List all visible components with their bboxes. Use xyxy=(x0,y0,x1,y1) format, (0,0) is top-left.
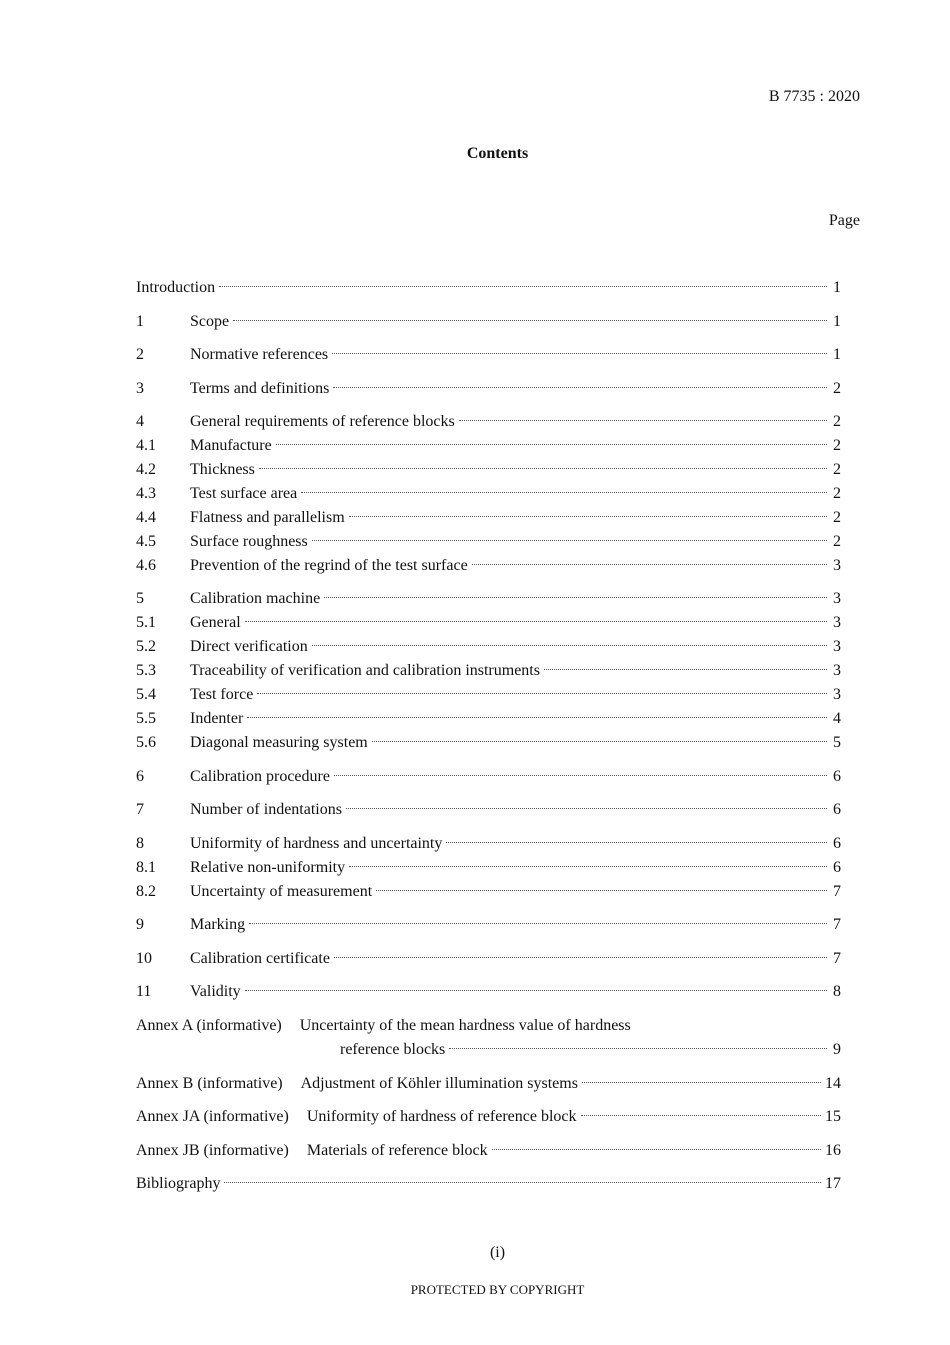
toc-number: 5.2 xyxy=(136,638,156,655)
toc-entry[interactable] xyxy=(136,731,841,755)
toc-page: 15 xyxy=(825,1108,841,1125)
toc-entry[interactable] xyxy=(136,980,841,1004)
toc-label: Manufacture xyxy=(190,437,272,454)
toc-number: 8.2 xyxy=(136,883,156,900)
toc-label: Number of indentations xyxy=(190,801,342,818)
page-column-header: Page xyxy=(828,212,860,229)
toc-page: 6 xyxy=(833,768,841,785)
toc-label: Uncertainty of the mean hardness value of hardness xyxy=(299,1017,631,1034)
toc-label: Thickness xyxy=(190,461,255,478)
leader-dots xyxy=(332,353,827,354)
toc-label: Normative references xyxy=(190,346,329,363)
toc-number: 5.6 xyxy=(136,734,156,751)
toc-label: Indenter xyxy=(190,710,244,727)
toc-entry[interactable] xyxy=(136,707,841,731)
toc-label: Calibration certificate xyxy=(190,950,330,967)
toc-label: Introduction xyxy=(136,279,216,296)
leader-dots xyxy=(492,1149,821,1150)
document-id: B 7735 : 2020 xyxy=(768,88,860,105)
toc-entry[interactable] xyxy=(136,276,841,300)
toc-label: Relative non-uniformity xyxy=(190,859,346,876)
leader-dots xyxy=(544,669,827,670)
toc-entry[interactable] xyxy=(136,798,841,822)
toc-page: 7 xyxy=(833,883,841,900)
toc-number: 7 xyxy=(136,801,144,818)
toc-label: Calibration machine xyxy=(190,590,321,607)
toc-number: 3 xyxy=(136,380,144,397)
toc-page: 9 xyxy=(833,1041,841,1058)
toc-number: 5 xyxy=(136,590,144,607)
toc-number: 10 xyxy=(136,950,152,967)
toc-number: 6 xyxy=(136,768,144,785)
page-title: Contents xyxy=(466,145,529,162)
toc-label: Test force xyxy=(190,686,254,703)
leader-dots xyxy=(259,468,827,469)
toc-page: 2 xyxy=(833,509,841,526)
leader-dots xyxy=(245,990,827,991)
leader-dots xyxy=(247,717,827,718)
leader-dots xyxy=(257,693,827,694)
leader-dots xyxy=(459,420,827,421)
toc-entry[interactable] xyxy=(136,310,841,334)
toc-page: 1 xyxy=(833,279,841,296)
toc-entry[interactable] xyxy=(136,659,841,683)
toc-number: 4.4 xyxy=(136,509,156,526)
toc-label: reference blocks xyxy=(340,1041,446,1058)
leader-dots xyxy=(334,775,827,776)
leader-dots xyxy=(333,387,827,388)
toc-entry[interactable] xyxy=(136,635,841,659)
toc-page: 1 xyxy=(833,313,841,330)
leader-dots xyxy=(472,564,827,565)
toc-entry[interactable] xyxy=(136,856,841,880)
toc-number: 1 xyxy=(136,313,144,330)
toc-annex-entry[interactable] xyxy=(136,1072,841,1096)
toc-number: 11 xyxy=(136,983,152,1000)
toc-entry[interactable] xyxy=(136,880,841,904)
page-number: (i) xyxy=(489,1244,506,1261)
leader-dots xyxy=(349,516,827,517)
toc-page: 4 xyxy=(833,710,841,727)
toc-label: General xyxy=(190,614,241,631)
leader-dots xyxy=(346,808,827,809)
toc-entry[interactable] xyxy=(136,611,841,635)
leader-dots xyxy=(349,866,827,867)
leader-dots xyxy=(449,1048,827,1049)
leader-dots xyxy=(312,540,827,541)
toc-annex-entry[interactable] xyxy=(136,1105,841,1129)
toc-entry[interactable] xyxy=(136,377,841,401)
toc-annex-entry[interactable] xyxy=(136,1139,841,1163)
toc-label: Validity xyxy=(190,983,241,1000)
leader-dots xyxy=(582,1082,821,1083)
annex-label: Annex JA (informative) xyxy=(136,1108,289,1125)
toc-page: 17 xyxy=(825,1175,841,1192)
leader-dots xyxy=(324,597,827,598)
toc-label: Scope xyxy=(190,313,230,330)
toc-number: 5.5 xyxy=(136,710,156,727)
leader-dots xyxy=(249,923,827,924)
toc-page: 3 xyxy=(833,662,841,679)
toc-page: 7 xyxy=(833,916,841,933)
toc-entry[interactable] xyxy=(136,458,841,482)
toc-page: 7 xyxy=(833,950,841,967)
toc-page: 16 xyxy=(825,1142,841,1159)
toc-number: 5.4 xyxy=(136,686,156,703)
toc-page: 3 xyxy=(833,686,841,703)
toc-page: 2 xyxy=(833,413,841,430)
toc-label: Prevention of the regrind of the test surface xyxy=(190,557,468,574)
toc-entry[interactable] xyxy=(136,410,841,434)
toc-entry[interactable] xyxy=(136,683,841,707)
toc-number: 5.1 xyxy=(136,614,156,631)
toc-page: 6 xyxy=(833,835,841,852)
leader-dots xyxy=(219,286,827,287)
toc-page: 2 xyxy=(833,461,841,478)
toc-number: 4.1 xyxy=(136,437,156,454)
toc-entry[interactable] xyxy=(136,434,841,458)
toc-page: 8 xyxy=(833,983,841,1000)
toc-number: 9 xyxy=(136,916,144,933)
toc-label: Terms and definitions xyxy=(190,380,330,397)
toc-entry[interactable] xyxy=(136,947,841,971)
toc-label: Uncertainty of measurement xyxy=(190,883,373,900)
toc-entry[interactable] xyxy=(136,1172,841,1196)
annex-label: Annex JB (informative) xyxy=(136,1142,289,1159)
leader-dots xyxy=(233,320,827,321)
toc-entry[interactable] xyxy=(136,554,841,578)
copyright-notice: PROTECTED BY COPYRIGHT xyxy=(410,1282,585,1297)
toc-label: Materials of reference block xyxy=(306,1142,488,1159)
leader-dots xyxy=(446,842,827,843)
toc-number: 5.3 xyxy=(136,662,156,679)
toc-number: 8.1 xyxy=(136,859,156,876)
toc-number: 4 xyxy=(136,413,144,430)
toc-page: 3 xyxy=(833,614,841,631)
toc-number: 8 xyxy=(136,835,144,852)
toc-entry[interactable] xyxy=(136,506,841,530)
leader-dots xyxy=(312,645,827,646)
toc-label: Marking xyxy=(190,916,246,933)
toc-number: 4.5 xyxy=(136,533,156,550)
leader-dots xyxy=(334,957,827,958)
leader-dots xyxy=(224,1182,821,1183)
toc-label: Traceability of verification and calibration instruments xyxy=(190,662,540,679)
toc-number: 2 xyxy=(136,346,144,363)
toc-label: General requirements of reference blocks xyxy=(190,413,455,430)
toc-label: Diagonal measuring system xyxy=(190,734,368,751)
toc-page: 6 xyxy=(833,859,841,876)
annex-label: Annex A (informative) xyxy=(136,1017,282,1034)
toc-label: Flatness and parallelism xyxy=(190,509,345,526)
toc-number: 4.6 xyxy=(136,557,156,574)
toc-page: 3 xyxy=(833,590,841,607)
toc-page: 3 xyxy=(833,638,841,655)
toc-label: Uniformity of hardness of reference block xyxy=(306,1108,577,1125)
toc-label: Surface roughness xyxy=(190,533,308,550)
toc-entry[interactable] xyxy=(136,765,841,789)
toc-label: Uniformity of hardness and uncertainty xyxy=(190,835,443,852)
toc-page: 2 xyxy=(833,485,841,502)
toc-entry[interactable] xyxy=(136,343,841,367)
toc-page: 14 xyxy=(825,1075,841,1092)
toc-page: 3 xyxy=(833,557,841,574)
leader-dots xyxy=(245,621,827,622)
toc-entry[interactable] xyxy=(136,587,841,611)
toc-page: 1 xyxy=(833,346,841,363)
toc-label: Direct verification xyxy=(190,638,308,655)
leader-dots xyxy=(276,444,827,445)
toc-number: 4.2 xyxy=(136,461,156,478)
toc-page: 2 xyxy=(833,380,841,397)
toc-page: 2 xyxy=(833,533,841,550)
toc-number: 4.3 xyxy=(136,485,156,502)
annex-label: Annex B (informative) xyxy=(136,1075,283,1092)
toc-page: 2 xyxy=(833,437,841,454)
leader-dots xyxy=(301,492,827,493)
toc-entry[interactable] xyxy=(136,832,841,856)
toc-label: Test surface area xyxy=(190,485,298,502)
toc-entry[interactable] xyxy=(136,913,841,937)
toc-label: Adjustment of Köhler illumination systems xyxy=(300,1075,578,1092)
toc-entry[interactable] xyxy=(136,482,841,506)
toc-annex-entry-continuation[interactable] xyxy=(340,1038,841,1062)
toc-annex-entry[interactable] xyxy=(136,1014,841,1038)
toc-page: 5 xyxy=(833,734,841,751)
leader-dots xyxy=(372,741,827,742)
leader-dots xyxy=(376,890,827,891)
toc-label: Calibration procedure xyxy=(190,768,330,785)
toc-label: Bibliography xyxy=(136,1175,221,1192)
leader-dots xyxy=(581,1115,821,1116)
toc-entry[interactable] xyxy=(136,530,841,554)
toc-page: 6 xyxy=(833,801,841,818)
